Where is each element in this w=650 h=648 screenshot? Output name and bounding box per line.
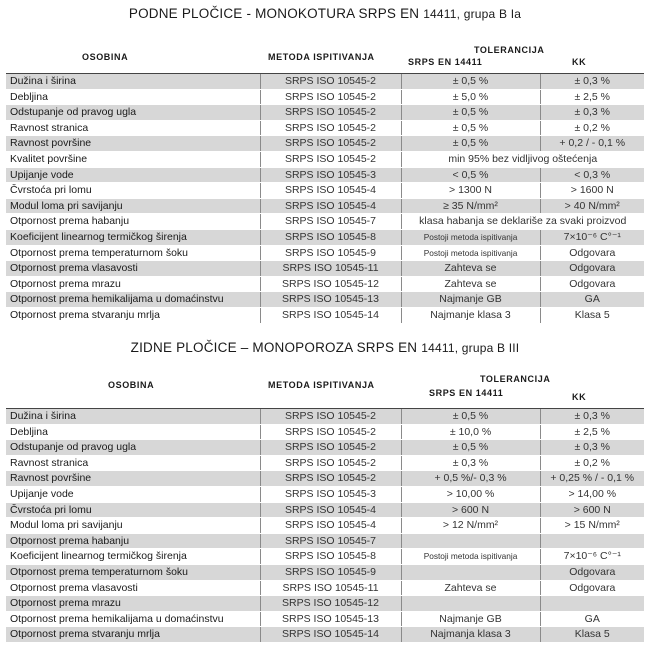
kk-tolerance-cell: Odgovara xyxy=(540,261,644,277)
srps-tolerance-cell xyxy=(401,564,540,580)
property-cell: Otpornost prema temperaturnom šoku xyxy=(6,245,260,261)
kk-tolerance-cell: ± 0,3 % xyxy=(540,440,644,456)
method-cell: SRPS ISO 10545-2 xyxy=(260,409,401,424)
wall-tolerance-table xyxy=(6,409,644,643)
header-property: OSOBINA xyxy=(108,380,155,390)
property-cell: Odstupanje od pravog ugla xyxy=(6,440,260,456)
header-property: OSOBINA xyxy=(82,52,129,62)
method-cell: SRPS ISO 10545-3 xyxy=(260,167,401,183)
property-cell: Modul loma pri savijanju xyxy=(6,198,260,214)
kk-tolerance-cell: ± 0,3 % xyxy=(540,105,644,121)
property-cell: Kvalitet površine xyxy=(6,151,260,167)
kk-tolerance-cell: > 1600 N xyxy=(540,183,644,199)
property-cell: Ravnost stranica xyxy=(6,455,260,471)
property-cell: Otpornost prema vlasavosti xyxy=(6,261,260,277)
method-cell: SRPS ISO 10545-7 xyxy=(260,533,401,549)
table-row xyxy=(6,151,644,167)
srps-tolerance-cell: Najmanje GB xyxy=(401,611,540,627)
kk-tolerance-cell: 7×10⁻⁶ C°⁻¹ xyxy=(540,229,644,245)
table-row xyxy=(6,549,644,565)
table-row xyxy=(6,105,644,121)
header-method: METODA ISPITIVANJA xyxy=(268,380,375,390)
srps-tolerance-cell: ± 0,5 % xyxy=(401,440,540,456)
method-cell: SRPS ISO 10545-2 xyxy=(260,471,401,487)
property-cell: Čvrstoća pri lomu xyxy=(6,183,260,199)
kk-tolerance-cell: Odgovara xyxy=(540,580,644,596)
table-row xyxy=(6,89,644,105)
kk-tolerance-cell: ± 0,2 % xyxy=(540,120,644,136)
tolerance-span-cell: klasa habanja se deklariše za svaki proizvod xyxy=(401,214,644,230)
floor-tiles-section xyxy=(6,6,644,324)
property-cell: Otpornost prema temperaturnom šoku xyxy=(6,564,260,580)
kk-tolerance-cell xyxy=(540,533,644,549)
property-cell: Otpornost prema stvaranju mrlja xyxy=(6,627,260,643)
header-method: METODA ISPITIVANJA xyxy=(268,52,375,62)
header-kk: KK xyxy=(572,392,587,402)
method-cell: SRPS ISO 10545-13 xyxy=(260,292,401,308)
table-row xyxy=(6,533,644,549)
srps-tolerance-cell: > 1300 N xyxy=(401,183,540,199)
kk-tolerance-cell: GA xyxy=(540,292,644,308)
method-cell: SRPS ISO 10545-8 xyxy=(260,229,401,245)
property-cell: Ravnost površine xyxy=(6,136,260,152)
wall-title-standard: 14411, grupa B III xyxy=(421,341,520,355)
table-row xyxy=(6,596,644,612)
floor-table-header xyxy=(6,39,644,74)
srps-tolerance-cell: Zahteva se xyxy=(401,276,540,292)
table-row xyxy=(6,518,644,534)
method-cell: SRPS ISO 10545-2 xyxy=(260,105,401,121)
srps-tolerance-cell: ± 0,5 % xyxy=(401,120,540,136)
method-cell: SRPS ISO 10545-9 xyxy=(260,564,401,580)
method-cell: SRPS ISO 10545-12 xyxy=(260,596,401,612)
kk-tolerance-cell: ± 2,5 % xyxy=(540,89,644,105)
table-row xyxy=(6,229,644,245)
table-row xyxy=(6,167,644,183)
property-cell: Otpornost prema habanju xyxy=(6,214,260,230)
table-row xyxy=(6,261,644,277)
property-cell: Otpornost prema mrazu xyxy=(6,276,260,292)
property-cell: Koeficijent linearnog termičkog širenja xyxy=(6,549,260,565)
kk-tolerance-cell: + 0,25 % / - 0,1 % xyxy=(540,471,644,487)
wall-table-header xyxy=(6,374,644,409)
property-cell: Upijanje vode xyxy=(6,486,260,502)
table-row xyxy=(6,120,644,136)
property-cell: Odstupanje od pravog ugla xyxy=(6,105,260,121)
property-cell: Otpornost prema habanju xyxy=(6,533,260,549)
table-row xyxy=(6,486,644,502)
table-row xyxy=(6,440,644,456)
srps-tolerance-cell: ≥ 35 N/mm² xyxy=(401,198,540,214)
method-cell: SRPS ISO 10545-2 xyxy=(260,120,401,136)
table-row xyxy=(6,307,644,323)
srps-tolerance-cell: ± 0,5 % xyxy=(401,74,540,89)
property-cell: Modul loma pri savijanju xyxy=(6,518,260,534)
property-cell: Upijanje vode xyxy=(6,167,260,183)
property-cell: Ravnost stranica xyxy=(6,120,260,136)
method-cell: SRPS ISO 10545-9 xyxy=(260,245,401,261)
srps-tolerance-cell xyxy=(401,596,540,612)
floor-title-main: PODNE PLOČICE - MONOKOTURA SRPS EN xyxy=(128,6,420,21)
kk-tolerance-cell: < 0,3 % xyxy=(540,167,644,183)
srps-tolerance-cell xyxy=(401,533,540,549)
property-cell: Otpornost prema mrazu xyxy=(6,596,260,612)
table-row xyxy=(6,564,644,580)
table-row xyxy=(6,502,644,518)
wall-tiles-section xyxy=(6,340,644,643)
header-tolerances: TOLERANCIJA xyxy=(474,45,545,55)
srps-tolerance-cell: Najmanja klasa 3 xyxy=(401,627,540,643)
method-cell: SRPS ISO 10545-2 xyxy=(260,89,401,105)
method-cell: SRPS ISO 10545-8 xyxy=(260,549,401,565)
kk-tolerance-cell: > 14,00 % xyxy=(540,486,644,502)
floor-title-standard: 14411, grupa B Ia xyxy=(423,7,522,21)
property-cell: Koeficijent linearnog termičkog širenja xyxy=(6,229,260,245)
method-cell: SRPS ISO 10545-14 xyxy=(260,627,401,643)
property-cell: Otpornost prema stvaranju mrlja xyxy=(6,307,260,323)
table-row xyxy=(6,183,644,199)
kk-tolerance-cell: GA xyxy=(540,611,644,627)
table-row xyxy=(6,580,644,596)
kk-tolerance-cell: ± 0,3 % xyxy=(540,74,644,89)
table-row xyxy=(6,276,644,292)
srps-tolerance-cell: Postoji metoda ispitivanja xyxy=(401,229,540,245)
method-cell: SRPS ISO 10545-2 xyxy=(260,440,401,456)
method-cell: SRPS ISO 10545-11 xyxy=(260,580,401,596)
table-row xyxy=(6,471,644,487)
srps-tolerance-cell: Postoji metoda ispitivanja xyxy=(401,549,540,565)
method-cell: SRPS ISO 10545-4 xyxy=(260,198,401,214)
property-cell: Otpornost prema hemikalijama u domaćinstvu xyxy=(6,292,260,308)
property-cell: Debljina xyxy=(6,89,260,105)
tolerance-span-cell: min 95% bez vidljivog oštećenja xyxy=(401,151,644,167)
property-cell: Otpornost prema hemikalijama u domaćinstvu xyxy=(6,611,260,627)
kk-tolerance-cell: + 0,2 / - 0,1 % xyxy=(540,136,644,152)
property-cell: Čvrstoća pri lomu xyxy=(6,502,260,518)
srps-tolerance-cell: Zahteva se xyxy=(401,261,540,277)
method-cell: SRPS ISO 10545-2 xyxy=(260,151,401,167)
method-cell: SRPS ISO 10545-4 xyxy=(260,518,401,534)
table-row xyxy=(6,136,644,152)
method-cell: SRPS ISO 10545-11 xyxy=(260,261,401,277)
srps-tolerance-cell: Zahteva se xyxy=(401,580,540,596)
kk-tolerance-cell: > 40 N/mm² xyxy=(540,198,644,214)
kk-tolerance-cell: ± 2,5 % xyxy=(540,424,644,440)
property-cell: Otpornost prema vlasavosti xyxy=(6,580,260,596)
srps-tolerance-cell: > 12 N/mm² xyxy=(401,518,540,534)
method-cell: SRPS ISO 10545-13 xyxy=(260,611,401,627)
table-row xyxy=(6,627,644,643)
property-cell: Dužina i širina xyxy=(6,409,260,424)
property-cell: Dužina i širina xyxy=(6,74,260,89)
srps-tolerance-cell: Postoji metoda ispitivanja xyxy=(401,245,540,261)
floor-tiles-title xyxy=(6,6,644,21)
srps-tolerance-cell: < 0,5 % xyxy=(401,167,540,183)
header-tolerances: TOLERANCIJA xyxy=(480,374,551,384)
kk-tolerance-cell: ± 0,3 % xyxy=(540,409,644,424)
kk-tolerance-cell xyxy=(540,596,644,612)
srps-tolerance-cell: Najmanje GB xyxy=(401,292,540,308)
srps-tolerance-cell: ± 0,5 % xyxy=(401,136,540,152)
srps-tolerance-cell: Najmanje klasa 3 xyxy=(401,307,540,323)
table-row xyxy=(6,245,644,261)
table-row xyxy=(6,424,644,440)
wall-title-main: ZIDNE PLOČICE – MONOPOROZA SRPS EN xyxy=(130,340,418,355)
method-cell: SRPS ISO 10545-4 xyxy=(260,183,401,199)
method-cell: SRPS ISO 10545-2 xyxy=(260,74,401,89)
header-kk: KK xyxy=(572,57,587,67)
kk-tolerance-cell: 7×10⁻⁶ C°⁻¹ xyxy=(540,549,644,565)
property-cell: Ravnost površine xyxy=(6,471,260,487)
srps-tolerance-cell: ± 5,0 % xyxy=(401,89,540,105)
header-srps: SRPS EN 14411 xyxy=(429,388,504,398)
srps-tolerance-cell: ± 10,0 % xyxy=(401,424,540,440)
srps-tolerance-cell: ± 0,5 % xyxy=(401,105,540,121)
kk-tolerance-cell: Odgovara xyxy=(540,276,644,292)
srps-tolerance-cell: ± 0,3 % xyxy=(401,455,540,471)
wall-tiles-title xyxy=(6,340,644,355)
table-row xyxy=(6,292,644,308)
method-cell: SRPS ISO 10545-3 xyxy=(260,486,401,502)
table-row xyxy=(6,198,644,214)
floor-tolerance-table xyxy=(6,74,644,324)
property-cell: Debljina xyxy=(6,424,260,440)
method-cell: SRPS ISO 10545-2 xyxy=(260,424,401,440)
method-cell: SRPS ISO 10545-7 xyxy=(260,214,401,230)
method-cell: SRPS ISO 10545-14 xyxy=(260,307,401,323)
kk-tolerance-cell: Odgovara xyxy=(540,564,644,580)
method-cell: SRPS ISO 10545-2 xyxy=(260,136,401,152)
srps-tolerance-cell: > 600 N xyxy=(401,502,540,518)
kk-tolerance-cell: > 600 N xyxy=(540,502,644,518)
method-cell: SRPS ISO 10545-12 xyxy=(260,276,401,292)
kk-tolerance-cell: ± 0,2 % xyxy=(540,455,644,471)
header-srps: SRPS EN 14411 xyxy=(408,57,483,67)
table-row xyxy=(6,74,644,89)
srps-tolerance-cell: + 0,5 %/- 0,3 % xyxy=(401,471,540,487)
method-cell: SRPS ISO 10545-2 xyxy=(260,455,401,471)
method-cell: SRPS ISO 10545-4 xyxy=(260,502,401,518)
kk-tolerance-cell: Odgovara xyxy=(540,245,644,261)
table-row xyxy=(6,409,644,424)
table-row xyxy=(6,611,644,627)
table-row xyxy=(6,455,644,471)
srps-tolerance-cell: > 10,00 % xyxy=(401,486,540,502)
srps-tolerance-cell: ± 0,5 % xyxy=(401,409,540,424)
kk-tolerance-cell: > 15 N/mm² xyxy=(540,518,644,534)
kk-tolerance-cell: Klasa 5 xyxy=(540,627,644,643)
kk-tolerance-cell: Klasa 5 xyxy=(540,307,644,323)
table-row xyxy=(6,214,644,230)
